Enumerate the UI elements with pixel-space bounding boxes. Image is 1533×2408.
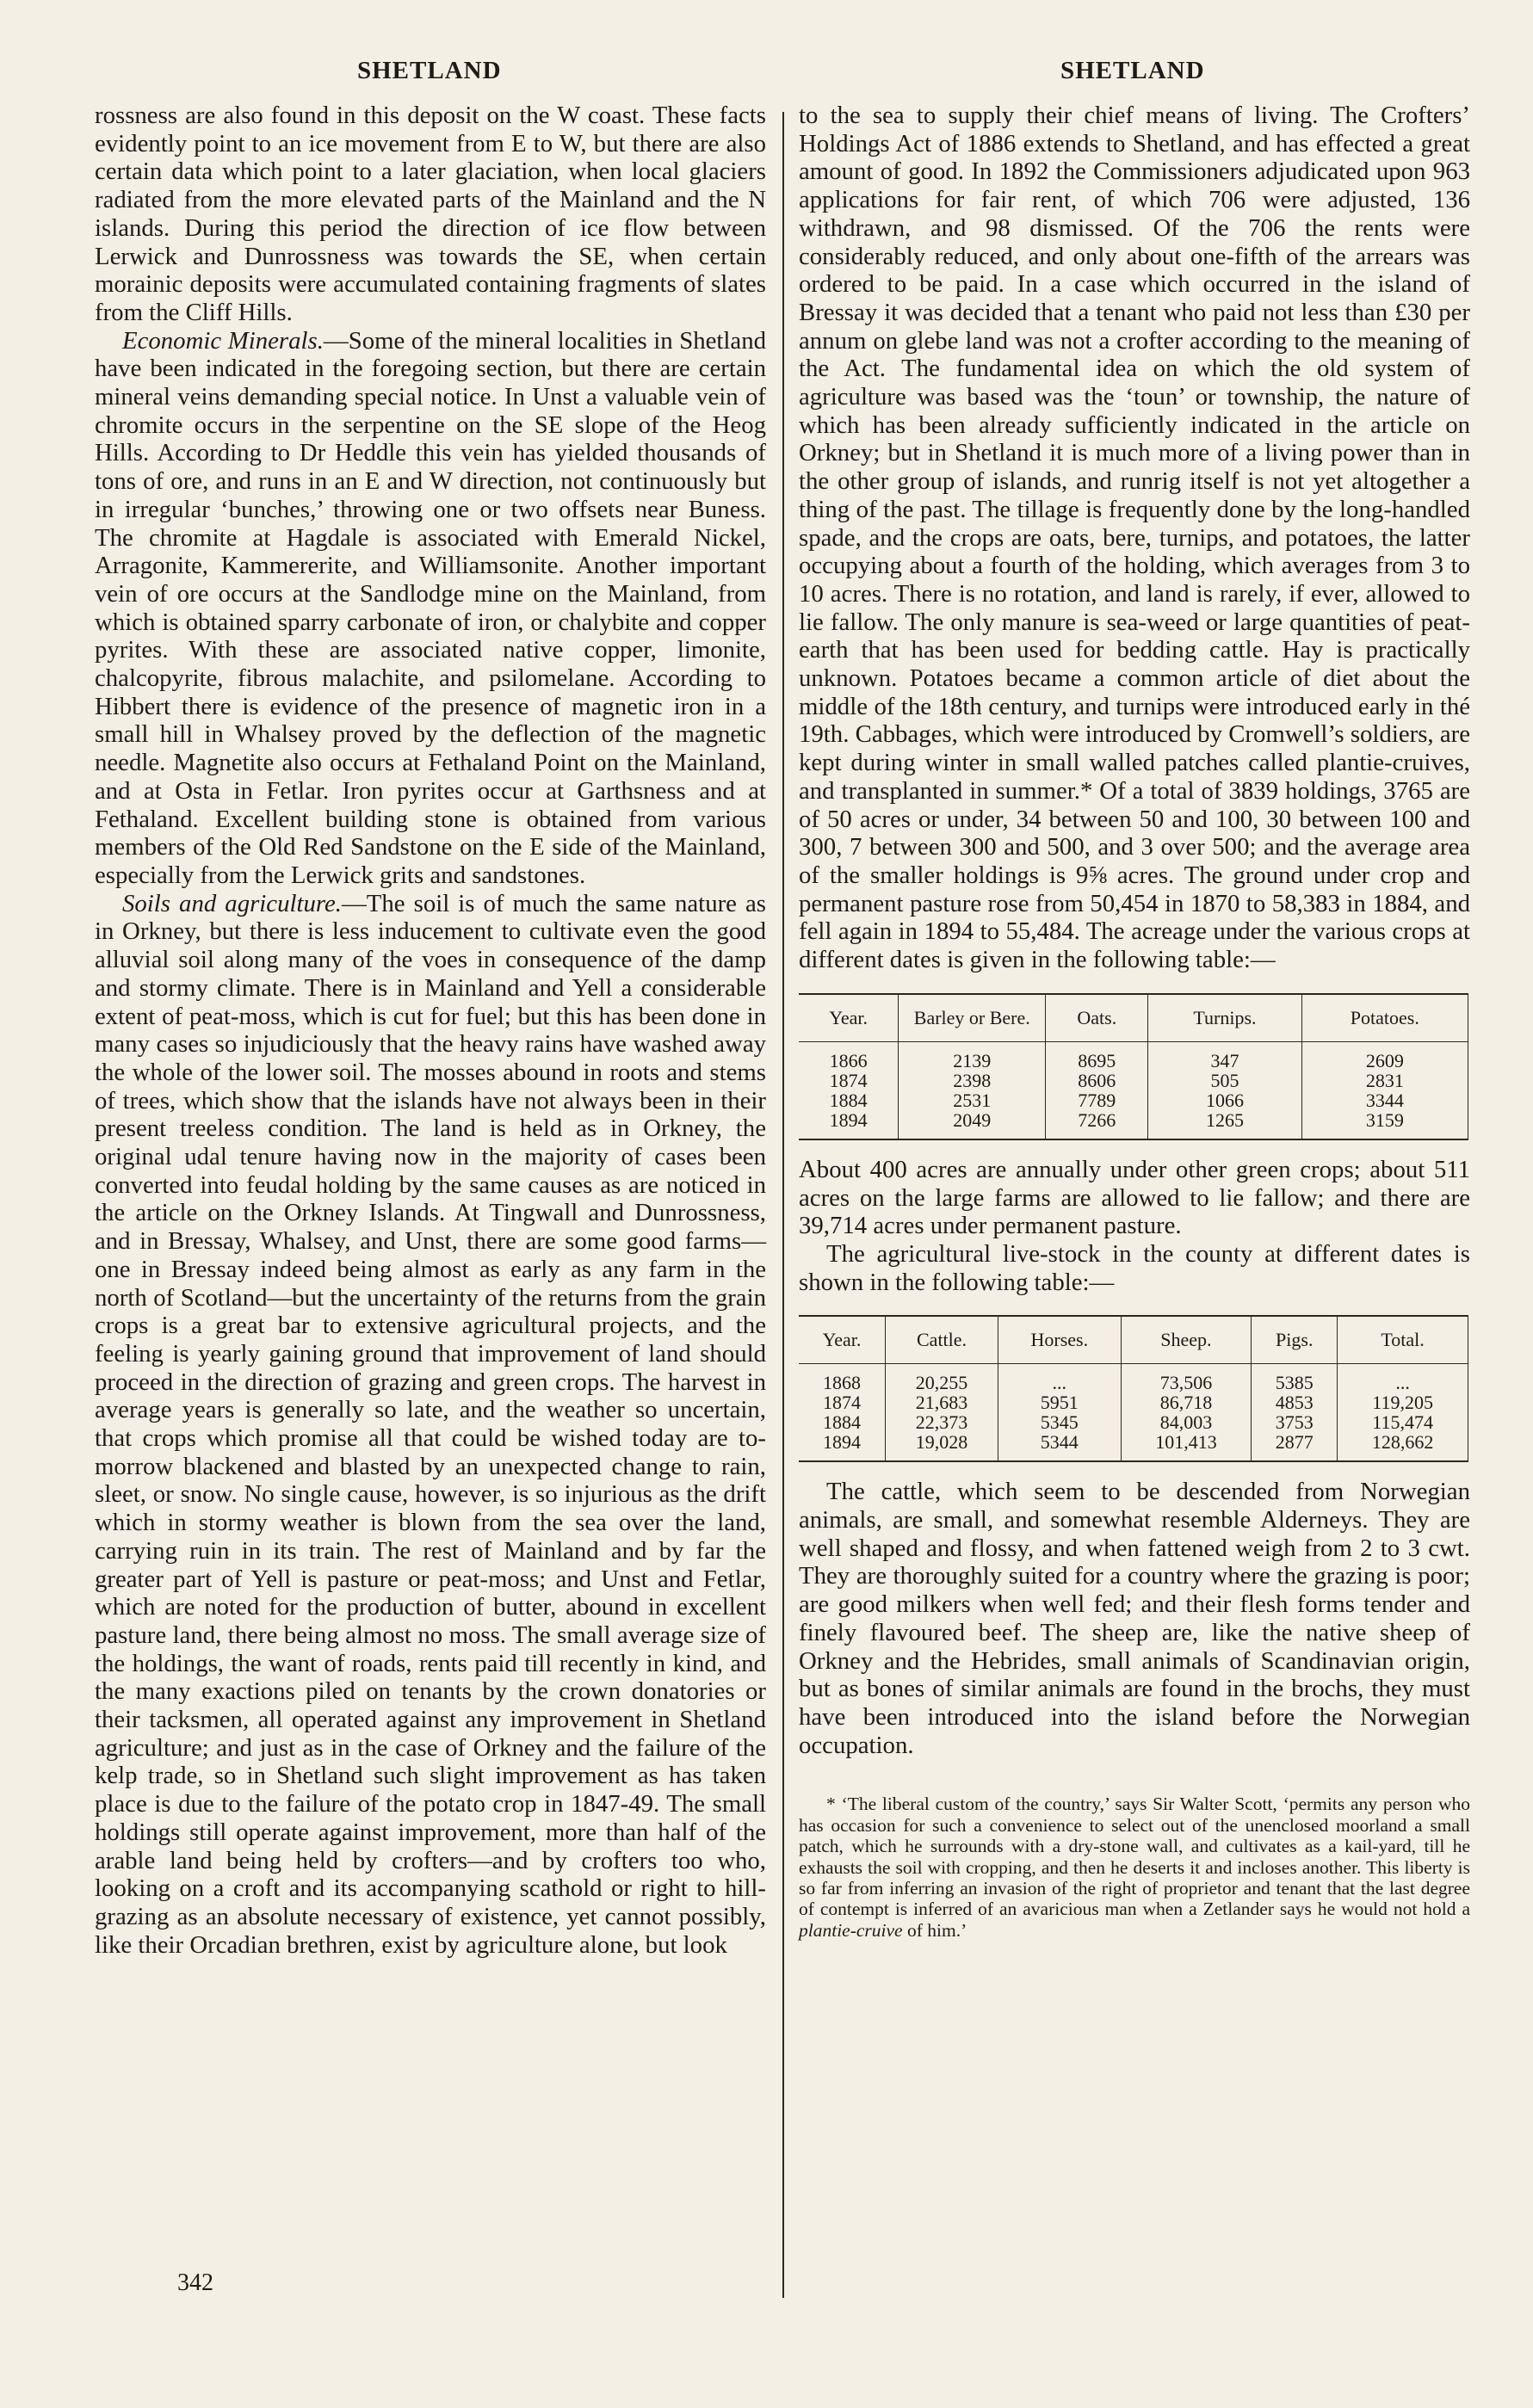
livestock-column-pigs (1252, 1364, 1338, 1462)
table-cell: 1894 (829, 1108, 868, 1131)
paragraph-soils-agriculture (95, 890, 766, 1960)
paragraph-crofters-act: to the sea to supply their chief means of living. The Crofters’ Holdings Act of 1886 extends to Shetland, and has effected a great amount of good. In 1892 the Commissioners adjudicated upon 963 applications for fair rent, of which 706 were adjusted, 136 withdrawn, and 98 dismissed. Of the 706 the rents were considerably reduced, and only about one-fifth of the arrears was ordered to be paid. In a case which occurred in the island of Bressay it was decided that a tenant who paid not less than £30 per annum on glebe land was not a crofter according to the meaning of the Act. The fundamental idea on which the old system of agriculture was based was the ‘toun’ or township, the nature of which has been already sufficiently indicated in the article on Orkney; but in Shetland it is much more of a living power than in the other group of islands, and runrig itself is not yet altogether a thing of the past. The tillage is frequently done by the long-handled spade, and the crops are oats, bere, turnips, and potatoes, the latter occupying about a fourth of the holding, which averages from 3 to 10 acres. There is no rotation, and land is rarely, if ever, allowed to lie fallow. The only manure is sea-weed or large quantities of peat-earth that has been used for bedding cattle. Hay is practically unknown. Potatoes became a common article of diet about the middle of the 18th century, and turnips were introduced early in thé 19th. Cabbages, which were introduced by Cromwell’s soldiers, are kept during winter in small walled patches called plantie-cruives, and transplanted in summer.* Of a total of 3839 holdings, 3765 are of 50 acres or under, 34 between 50 and 100, 30 between 100 and 300, 7 between 300 and 500, and 3 over 500; and the average area of the smaller holdings is 9⅝ acres. The ground under crop and permanent pasture rose from 50,454 in 1870 to 58,383 in 1884, and fell again in 1894 to 55,484. The acreage under the various crops at different dates is given in the following table:— (799, 102, 1470, 974)
table-cell: 1066 (1205, 1089, 1244, 1111)
livestock-header-horses: Horses. (998, 1316, 1122, 1364)
table-cell: 20,255 (915, 1372, 968, 1394)
paragraph-green-crops: About 400 acres are annually under other green crops; about 511 acres on the large farms are allowed to lie fallow; and there are 39,714 acres under permanent pasture. (799, 1155, 1470, 1240)
running-head-left: SHETLAND (357, 57, 502, 84)
livestock-column-horses (998, 1364, 1122, 1462)
table-cell: 5345 (1040, 1411, 1079, 1434)
crops-column-year (799, 1041, 899, 1139)
em-dash: — (342, 889, 367, 917)
table-cell: 22,373 (915, 1411, 968, 1434)
table-cell: 4853 (1275, 1392, 1314, 1414)
table-cell: 505 (1210, 1069, 1239, 1091)
table-cell: 1874 (829, 1069, 868, 1091)
left-column (95, 102, 766, 1959)
livestock-table-body-row (799, 1364, 1468, 1462)
table-cell: 5385 (1275, 1372, 1314, 1394)
table-cell: 3344 (1365, 1089, 1404, 1111)
table-cell: 84,003 (1159, 1411, 1213, 1434)
table-cell: 2531 (953, 1089, 992, 1111)
table-cell: ... (1395, 1372, 1410, 1394)
table-cell: ... (1052, 1372, 1067, 1394)
livestock-column-sheep (1121, 1364, 1252, 1462)
table-cell: 1894 (823, 1431, 861, 1454)
crops-header-barley: Barley or Bere. (899, 994, 1046, 1042)
table-cell: 101,413 (1155, 1431, 1217, 1454)
table-cell: 21,683 (915, 1392, 968, 1414)
table-cell: 2139 (953, 1049, 992, 1071)
table-cell: 1868 (823, 1372, 861, 1394)
table-cell: 1265 (1205, 1108, 1244, 1131)
table-cell: 2609 (1365, 1049, 1404, 1071)
livestock-header-year: Year. (799, 1316, 886, 1364)
crops-table-body-row (799, 1041, 1468, 1139)
column-rule (782, 112, 784, 2298)
table-cell: 86,718 (1159, 1392, 1213, 1414)
livestock-column-year (799, 1364, 886, 1462)
footnote-emphasis: plantie-cruive (799, 1919, 903, 1941)
livestock-header-cattle: Cattle. (886, 1316, 998, 1364)
table-cell: 5344 (1040, 1431, 1079, 1454)
footnote (799, 1794, 1470, 1941)
livestock-header-total: Total. (1338, 1316, 1468, 1364)
paragraph-livestock-intro: The agricultural live-stock in the county at different dates is shown in the following table:— (799, 1239, 1470, 1296)
crops-column-turnips (1148, 1041, 1301, 1139)
table-cell: 7789 (1078, 1089, 1116, 1111)
crops-column-oats (1046, 1041, 1148, 1139)
right-column (799, 102, 1470, 1941)
page-number: 342 (177, 2269, 213, 2296)
footnote-text: * ‘The liberal custom of the country,’ says Sir Walter Scott, ‘permits any person who has occasion for such a convenience to select out of the unenclosed moorland a small patch, which he surrounds with a dry-stone wall, and cultivates as a kail-yard, till he exhausts the soil with cropping, and then he deserts it and incloses another. This liberty is so far from inferring an invasion of the right of proprietor and tenant that the last degree of contempt is inferred of an avaricious man when a Zetlander says he would not hold a (799, 1794, 1470, 1920)
livestock-table-header-row (799, 1316, 1468, 1364)
table-cell: 5951 (1040, 1392, 1079, 1414)
paragraph-economic-minerals (95, 327, 766, 890)
livestock-column-total (1338, 1364, 1468, 1462)
table-cell: 19,028 (915, 1431, 968, 1454)
crops-header-oats: Oats. (1046, 994, 1148, 1042)
running-head-right: SHETLAND (1060, 57, 1205, 84)
table-cell: 347 (1210, 1049, 1239, 1071)
crops-column-barley (899, 1041, 1046, 1139)
table-cell: 3753 (1275, 1411, 1314, 1434)
crops-table-header-row (799, 994, 1468, 1042)
paragraph-economic-minerals-text: Some of the mineral localities in Shetland have been indicated in the foregoing section, but there are certain mineral veins demanding special notice. In Unst a valuable vein of chromite occurs in the serpentine on the SE slope of the Heog Hills. According to Dr Heddle this vein has yielded thousands of tons of ore, and runs in an E and W direction, not continuously but in irregular ‘bunches,’ throwing one or two offsets near Buness. The chromite at Hagdale is associated with Emerald Nickel, Arragonite, Kammererite, and Williamsonite. Another important vein of ore occurs at the Sandlodge mine on the Mainland, from which is obtained sparry carbonate of iron, or chalybite and copper pyrites. With these are associated native copper, limonite, chalcopyrite, fibrous malachite, and psilomelane. According to Hibbert there is evidence of the presence of magnetic iron in a small hill in Whalsey proved by the deflection of the magnetic needle. Magnetite also occurs at Fethaland Point on the Mainland, and at Osta in Fetlar. Iron pyrites occur at Garthsness and at Fethaland. Excellent building stone is obtained from various members of the Old Red Sandstone on the E side of the Mainland, especially from the Lerwick grits and sandstones. (95, 326, 766, 889)
table-cell: 2831 (1365, 1069, 1404, 1091)
table-cell: 8695 (1078, 1049, 1116, 1071)
section-heading-soils: Soils and agriculture. (122, 889, 342, 917)
table-cell: 3159 (1365, 1108, 1404, 1131)
livestock-header-pigs: Pigs. (1252, 1316, 1338, 1364)
crops-header-turnips: Turnips. (1148, 994, 1301, 1042)
crops-table (799, 993, 1468, 1140)
table-cell: 7266 (1078, 1108, 1116, 1131)
livestock-column-cattle (886, 1364, 998, 1462)
paragraph-soils-text: The soil is of much the same nature as in Orkney, but there is less inducement to cultivate even the good alluvial soil along many of the voes in consequence of the damp and stormy climate. There is in Mainland and Yell a considerable extent of peat-moss, which is cut for fuel; but this has been done in many cases so injudiciously that the heavy rains have washed away the whole of the lower soil. The mosses abound in roots and stems of trees, which show that the islands have not always been in their present treeless condition. The land is held as in Orkney, the original udal tenure having now in the majority of cases been converted into feudal holding by the same causes as are noticed in the article on the Orkney Islands. At Tingwall and Dunrossness, and in Bressay, Whalsey, and Unst, there are some good farms—one in Bressay indeed being almost as early as any farm in the north of Scotland—but the uncertainty of the returns from the grain crops is a great bar to extensive agricultural projects, and the feeling is yearly gaining ground that improvement of land should proceed in the direction of grazing and green crops. The harvest in average years is generally so late, and the weather so uncertain, that crops which promise all that could be wished today are to-morrow blackened and blasted by an unexpected change to rain, sleet, or snow. No single cause, however, is so injurious as the drift which in stormy weather is blown from the sea over the land, carrying ruin in its train. The rest of Mainland and by far the greater part of Yell is pasture or peat-moss; and Unst and Fetlar, which are noted for the production of butter, abound in excellent pasture land, there being almost no moss. The small average size of the holdings, the want of roads, rents paid till recently in kind, and the many exactions piled on tenants by the crown donatories or their tacksmen, all operated against any improvement in Shetland agriculture; and just as in the case of Orkney and the failure of the kelp trade, so in Shetland such slight improvement as has taken place is due to the failure of the potato crop in 1847-49. The small holdings still operate against improvement, more than half of the arable land being held by crofters—and by crofters too who, looking on a croft and its accompanying scathold or right to hill-grazing as an absolute necessary of existence, yet cannot possibly, like their Orcadian brethren, exist by agriculture alone, but look (95, 889, 766, 1959)
crops-header-potatoes: Potatoes. (1301, 994, 1468, 1042)
livestock-table (799, 1315, 1468, 1462)
table-cell: 1866 (829, 1049, 868, 1071)
table-cell: 1884 (823, 1411, 861, 1434)
crops-column-potatoes (1301, 1041, 1468, 1139)
table-cell: 8606 (1078, 1069, 1116, 1091)
table-cell: 115,474 (1372, 1411, 1433, 1434)
section-heading-economic-minerals: Economic Minerals. (122, 326, 324, 355)
table-cell: 128,662 (1371, 1431, 1434, 1454)
paragraph-glaciation: rossness are also found in this deposit on the W coast. These facts evidently point to an ice movement from E to W, but there are also certain data which point to a later glaciation, when local glaciers radiated from the more elevated parts of the Mainland and the N islands. During this period the direction of ice flow between Lerwick and Dunrossness was towards the SE, when certain morainic deposits were accumulated containing fragments of slates from the Cliff Hills. (95, 102, 766, 326)
table-cell: 2049 (953, 1108, 992, 1131)
em-dash: — (323, 326, 349, 355)
crops-header-year: Year. (799, 994, 899, 1042)
livestock-header-sheep: Sheep. (1121, 1316, 1252, 1364)
table-cell: 73,506 (1159, 1372, 1213, 1394)
table-cell: 119,205 (1372, 1392, 1433, 1414)
paragraph-cattle-sheep: The cattle, which seem to be descended from Norwegian animals, are small, and somewhat resemble Alderneys. They are well shaped and flossy, and when fattened weigh from 2 to 3 cwt. They are thoroughly suited for a country where the grazing is poor; are good milkers when well fed; and their flesh forms tender and finely flavoured beef. The sheep are, like the native sheep of Orkney and the Hebrides, small animals of Scandinavian origin, but as bones of similar animals are found in the brochs, they must have been introduced into the island before the Norwegian occupation. (799, 1478, 1470, 1759)
table-cell: 1884 (829, 1089, 868, 1111)
table-cell: 2877 (1275, 1431, 1314, 1454)
table-cell: 2398 (953, 1069, 992, 1091)
table-cell: 1874 (823, 1392, 861, 1414)
footnote-text-end: of him.’ (906, 1919, 967, 1941)
